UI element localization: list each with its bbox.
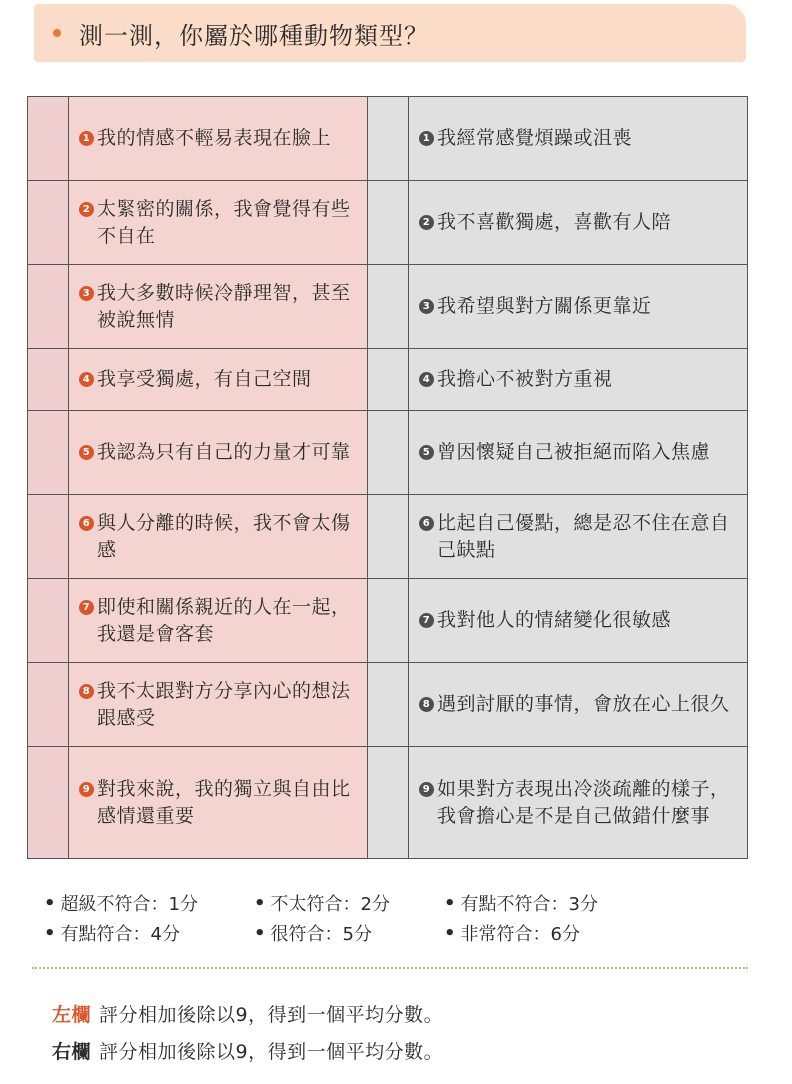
number-circle-icon: 3 xyxy=(419,299,434,314)
scale-text: 有點符合：4分 xyxy=(60,924,180,945)
section-title: 測一測，你屬於哪種動物類型？ xyxy=(79,21,429,50)
number-circle-icon: 1 xyxy=(79,131,94,146)
right-item-text: 我擔心不被對方重視 xyxy=(437,368,613,390)
number-circle-icon: 6 xyxy=(79,516,94,531)
number-circle-icon: 3 xyxy=(79,286,94,301)
left-item-text: 與人分離的時候，我不會太傷感 xyxy=(97,511,351,561)
score-cell-right[interactable] xyxy=(368,181,409,265)
left-note-label: 左欄 xyxy=(52,1004,92,1026)
left-item xyxy=(69,97,368,181)
number-circle-icon: 9 xyxy=(79,782,94,797)
scoring-scale xyxy=(44,888,684,948)
bullet-icon: • xyxy=(444,922,456,944)
score-cell-left[interactable] xyxy=(28,349,69,411)
bullet-icon: • xyxy=(254,892,266,914)
scale-item xyxy=(44,890,254,916)
scale-item xyxy=(254,920,444,946)
scale-text: 有點不符合：3分 xyxy=(460,894,598,915)
scale-row xyxy=(44,888,684,918)
bullet-dot-icon xyxy=(53,29,61,37)
right-item-text: 我希望與對方關係更靠近 xyxy=(437,295,652,317)
left-item-text: 我不太跟對方分享內心的想法跟感受 xyxy=(97,679,351,729)
score-cell-right[interactable] xyxy=(368,579,409,663)
score-cell-left[interactable] xyxy=(28,663,69,747)
number-circle-icon: 8 xyxy=(419,697,434,712)
right-column-note xyxy=(52,1037,443,1064)
right-item xyxy=(409,265,748,349)
score-cell-left[interactable] xyxy=(28,495,69,579)
scale-item xyxy=(444,890,674,916)
right-item xyxy=(409,495,748,579)
right-item-text: 比起自己優點，總是忍不住在意自己缺點 xyxy=(437,511,730,561)
right-note-label: 右欄 xyxy=(52,1041,92,1063)
left-item-text: 太緊密的關係，我會覺得有些不自在 xyxy=(97,197,351,247)
quiz-table xyxy=(27,96,748,859)
scale-item xyxy=(254,890,444,916)
table-row xyxy=(28,97,748,181)
number-circle-icon: 5 xyxy=(419,445,434,460)
table-row xyxy=(28,663,748,747)
right-note-text: 評分相加後除以9，得到一個平均分數。 xyxy=(99,1041,444,1063)
dotted-divider xyxy=(32,967,748,969)
score-cell-left[interactable] xyxy=(28,411,69,495)
scale-row xyxy=(44,918,684,948)
right-item-text: 我不喜歡獨處，喜歡有人陪 xyxy=(437,211,672,233)
left-note-text: 評分相加後除以9，得到一個平均分數。 xyxy=(99,1004,444,1026)
right-item xyxy=(409,747,748,859)
bullet-icon: • xyxy=(44,892,56,914)
score-cell-right[interactable] xyxy=(368,411,409,495)
score-cell-left[interactable] xyxy=(28,265,69,349)
score-cell-right[interactable] xyxy=(368,747,409,859)
bullet-icon: • xyxy=(444,892,456,914)
right-item xyxy=(409,97,748,181)
table-row xyxy=(28,181,748,265)
number-circle-icon: 2 xyxy=(419,215,434,230)
scale-text: 很符合：5分 xyxy=(270,924,372,945)
number-circle-icon: 4 xyxy=(79,372,94,387)
section-header xyxy=(34,4,746,62)
score-cell-left[interactable] xyxy=(28,97,69,181)
score-cell-left[interactable] xyxy=(28,579,69,663)
table-row xyxy=(28,265,748,349)
left-item xyxy=(69,181,368,265)
left-item-text: 我享受獨處，有自己空間 xyxy=(97,368,312,390)
score-cell-left[interactable] xyxy=(28,747,69,859)
score-cell-right[interactable] xyxy=(368,97,409,181)
right-item-text: 曾因懷疑自己被拒絕而陷入焦慮 xyxy=(437,441,711,463)
bullet-icon: • xyxy=(44,922,56,944)
table-row xyxy=(28,495,748,579)
number-circle-icon: 2 xyxy=(79,202,94,217)
left-item xyxy=(69,495,368,579)
table-row xyxy=(28,349,748,411)
score-cell-right[interactable] xyxy=(368,495,409,579)
score-cell-left[interactable] xyxy=(28,181,69,265)
left-item-text: 對我來說，我的獨立與自由比感情還重要 xyxy=(97,777,351,827)
right-item-text: 我對他人的情緒變化很敏感 xyxy=(437,609,672,631)
score-cell-right[interactable] xyxy=(368,663,409,747)
left-item-text: 我大多數時候冷靜理智，甚至被說無情 xyxy=(97,281,351,331)
left-item-text: 我的情感不輕易表現在臉上 xyxy=(97,127,332,149)
table-row xyxy=(28,747,748,859)
left-item xyxy=(69,265,368,349)
number-circle-icon: 7 xyxy=(79,600,94,615)
number-circle-icon: 8 xyxy=(79,684,94,699)
right-item xyxy=(409,579,748,663)
right-item xyxy=(409,411,748,495)
right-item xyxy=(409,349,748,411)
scale-item xyxy=(44,920,254,946)
left-item-text: 即使和關係親近的人在一起， 我還是會客套 xyxy=(97,595,351,645)
left-item-text: 我認為只有自己的力量才可靠 xyxy=(97,441,351,463)
number-circle-icon: 1 xyxy=(419,131,434,146)
bullet-icon: • xyxy=(254,922,266,944)
table-row xyxy=(28,411,748,495)
score-cell-right[interactable] xyxy=(368,265,409,349)
right-item xyxy=(409,663,748,747)
scale-text: 不太符合：2分 xyxy=(270,894,390,915)
left-item xyxy=(69,579,368,663)
left-item xyxy=(69,663,368,747)
scale-item xyxy=(444,920,674,946)
score-cell-right[interactable] xyxy=(368,349,409,411)
left-item xyxy=(69,349,368,411)
number-circle-icon: 7 xyxy=(419,613,434,628)
left-column-note xyxy=(52,1000,443,1027)
right-item xyxy=(409,181,748,265)
scale-text: 超級不符合：1分 xyxy=(60,894,198,915)
left-item xyxy=(69,747,368,859)
number-circle-icon: 9 xyxy=(419,782,434,797)
left-item xyxy=(69,411,368,495)
scale-text: 非常符合：6分 xyxy=(460,924,580,945)
number-circle-icon: 5 xyxy=(79,445,94,460)
number-circle-icon: 4 xyxy=(419,372,434,387)
right-item-text: 如果對方表現出冷淡疏離的樣子，我會擔心是不是自己做錯什麼事 xyxy=(437,777,730,827)
right-item-text: 我經常感覺煩躁或沮喪 xyxy=(437,127,633,149)
number-circle-icon: 6 xyxy=(419,516,434,531)
table-row xyxy=(28,579,748,663)
right-item-text: 遇到討厭的事情，會放在心上很久 xyxy=(437,693,730,715)
